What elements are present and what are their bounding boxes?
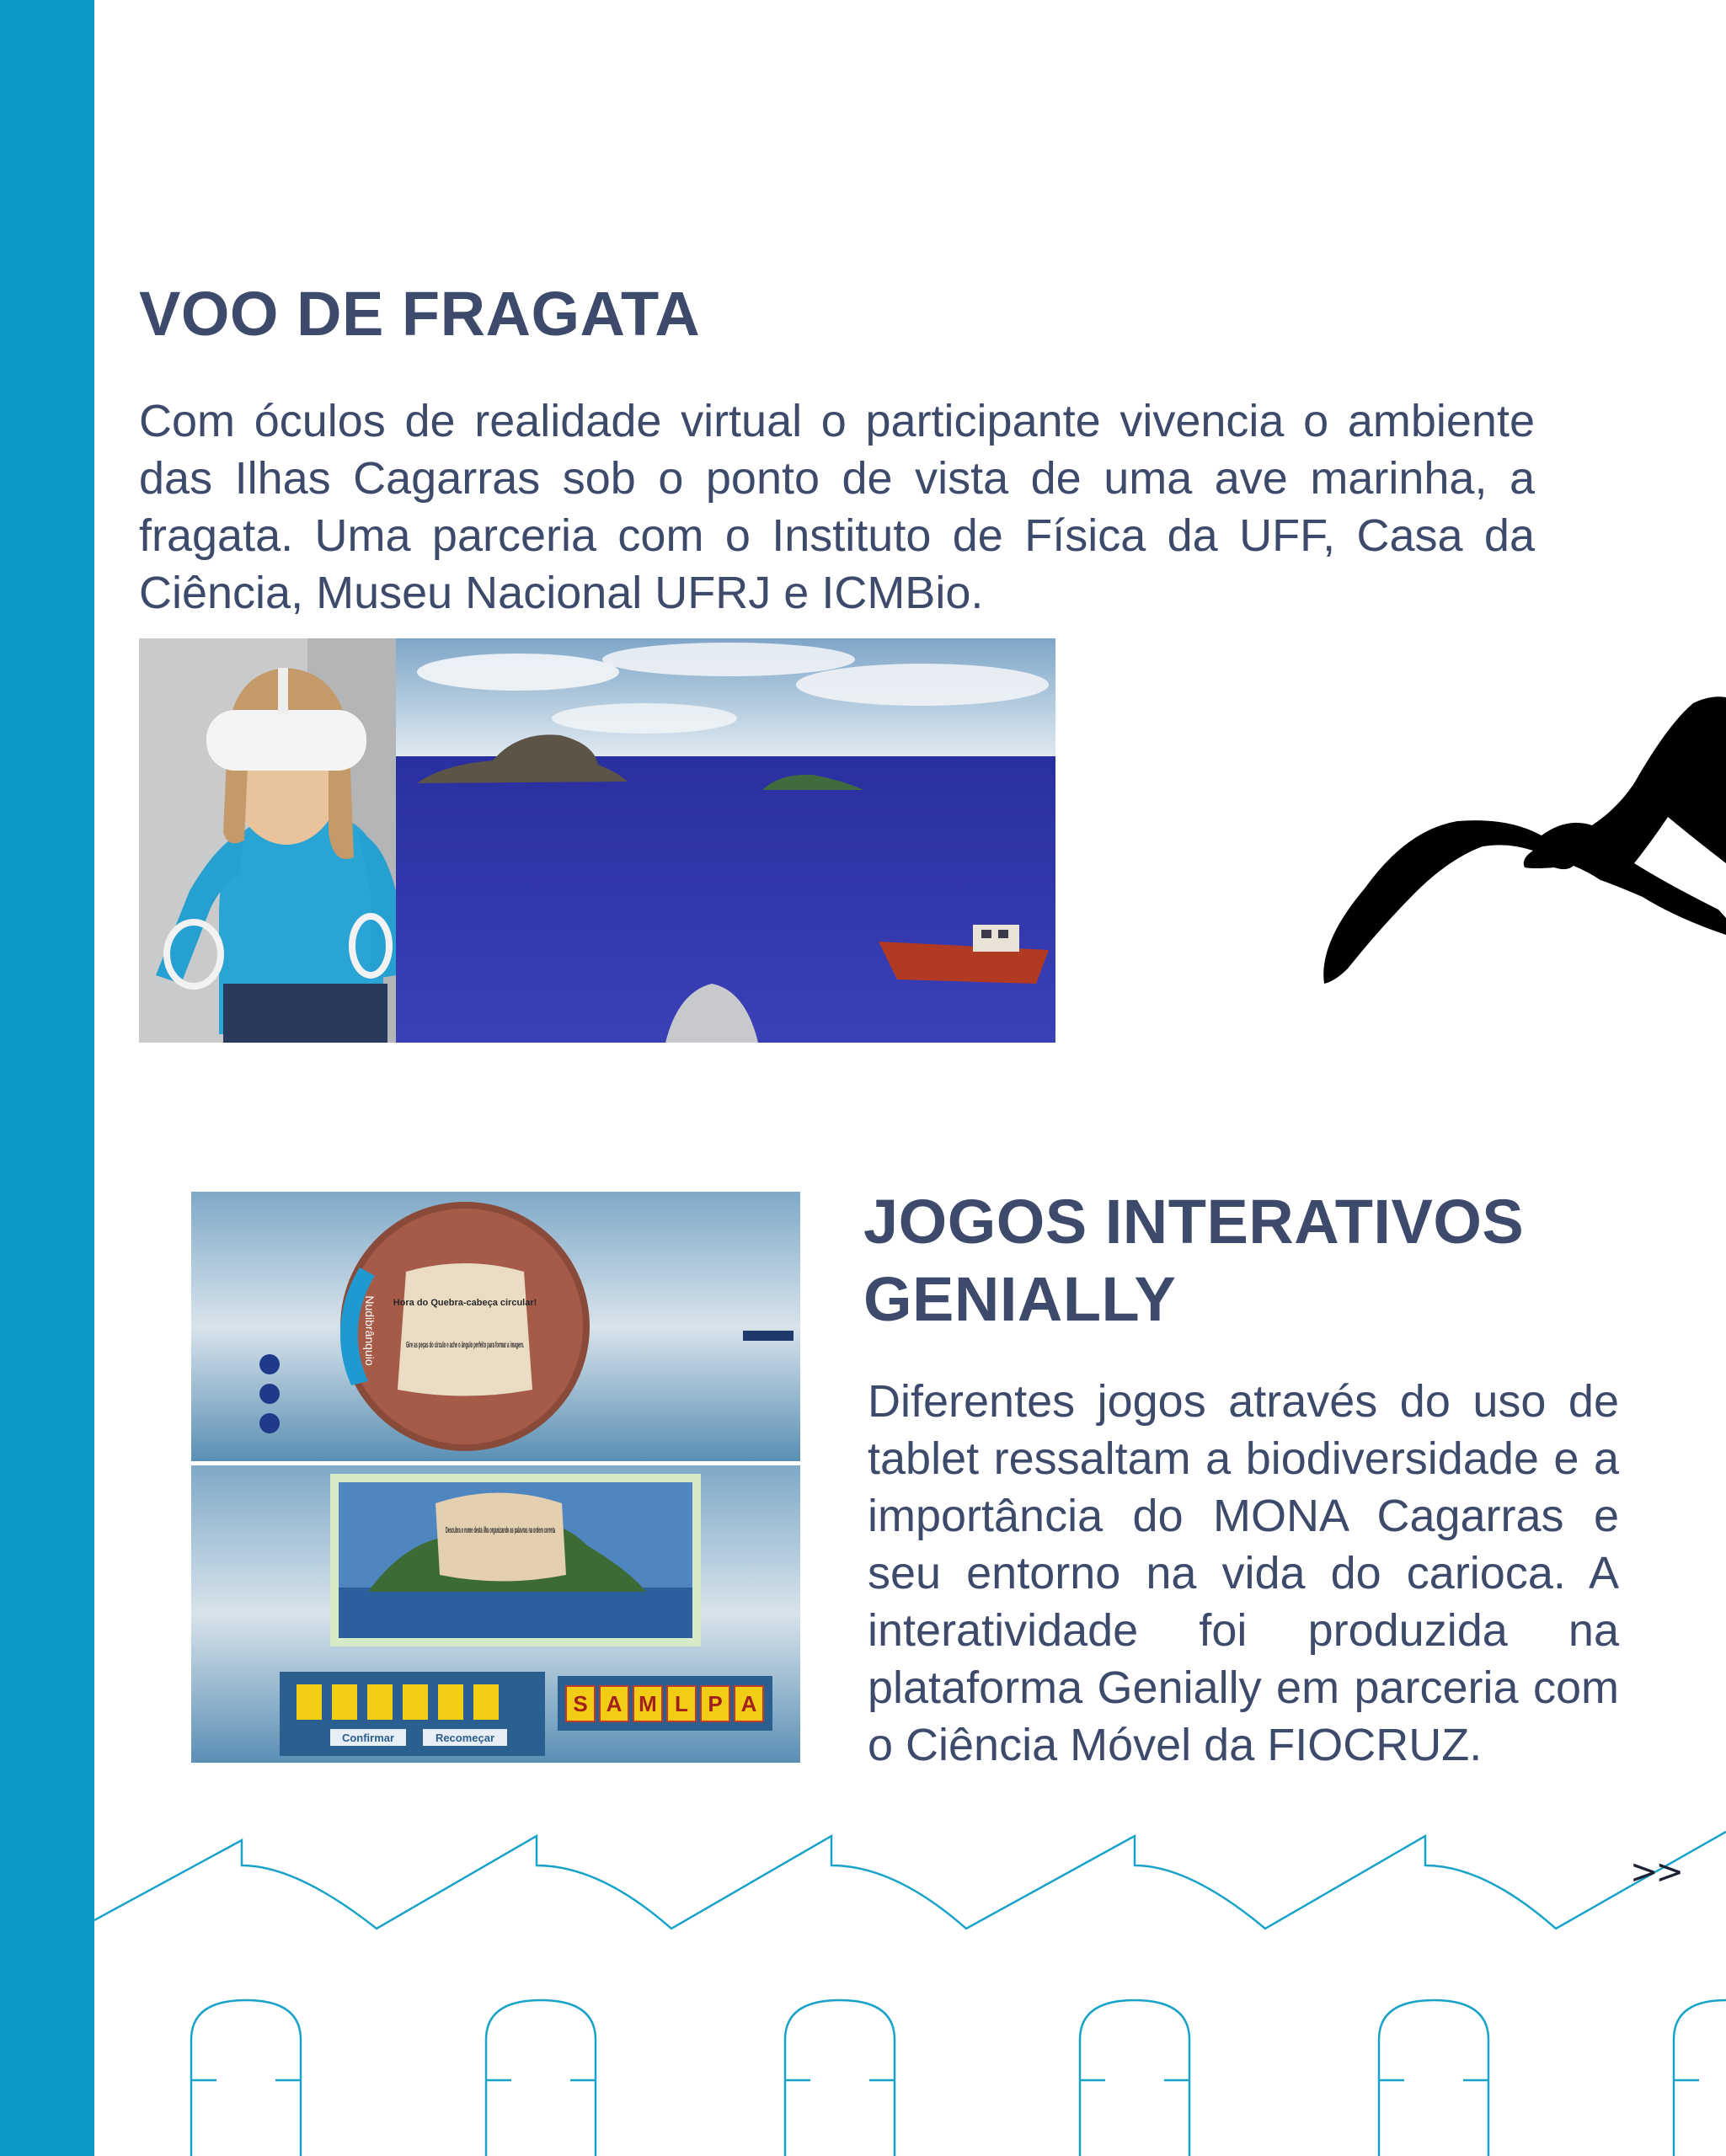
section-title-jogos: JOGOS INTERATIVOS GENIALLY <box>863 1187 1525 1334</box>
side-accent-bar <box>0 0 94 2156</box>
section-title-voo: VOO DE FRAGATA <box>139 279 701 349</box>
letter-tile: A <box>606 1691 623 1716</box>
section-text-voo: Com óculos de realidade virtual o participante vivencia o ambiente das Ilhas Cagarras sob o ponto de vista de uma ave marinha, a fragata. Uma parceria com o Instituto de Física da UFF, Casa da Ciência, Museu Nacional UFRJ e ICMBio. <box>139 396 1535 618</box>
puzzle-note <box>398 1263 532 1396</box>
confirm-label: Confirmar <box>341 1732 395 1744</box>
puzzle-side-label: Nudibrânquio <box>363 1295 377 1366</box>
wave-line <box>94 1832 1726 1929</box>
decorative-wave-pattern <box>94 1819 1726 2156</box>
puzzle-text-2: Gire as peças do círculo e ache o ângulo perfeito para formar a imagem. <box>406 1341 525 1350</box>
frigatebird-silhouette-icon <box>1314 691 1726 990</box>
next-page-link[interactable]: >> <box>1630 1853 1682 1892</box>
section-text-jogos: Diferentes jogos através do uso de tablet ressaltam a biodiversidade e a importância do MONA Cagarras e seu entorno na vida do carioca. A interatividade foi produzida na plataforma Genially em parceria com o Ciência Móvel da FIOCRUZ. <box>868 1376 1619 1770</box>
arches <box>191 2000 1726 2156</box>
letter-tile: L <box>675 1691 688 1716</box>
word-note <box>436 1493 566 1582</box>
letter-tile: S <box>573 1691 588 1716</box>
vr-headset <box>206 710 366 771</box>
puzzle-text-1: Hora do Quebra-cabeça circular! <box>393 1298 537 1308</box>
restart-label: Recomeçar <box>435 1732 495 1744</box>
letter-tile: M <box>639 1691 657 1716</box>
vr-experience-photo <box>139 638 1055 1043</box>
letter-tile: A <box>740 1691 757 1716</box>
genially-games-screenshots <box>191 1192 800 1763</box>
word-text: Descubra o nome desta ilha organizando as palavras na ordem correta <box>446 1526 556 1535</box>
letter-tile: P <box>708 1691 723 1716</box>
